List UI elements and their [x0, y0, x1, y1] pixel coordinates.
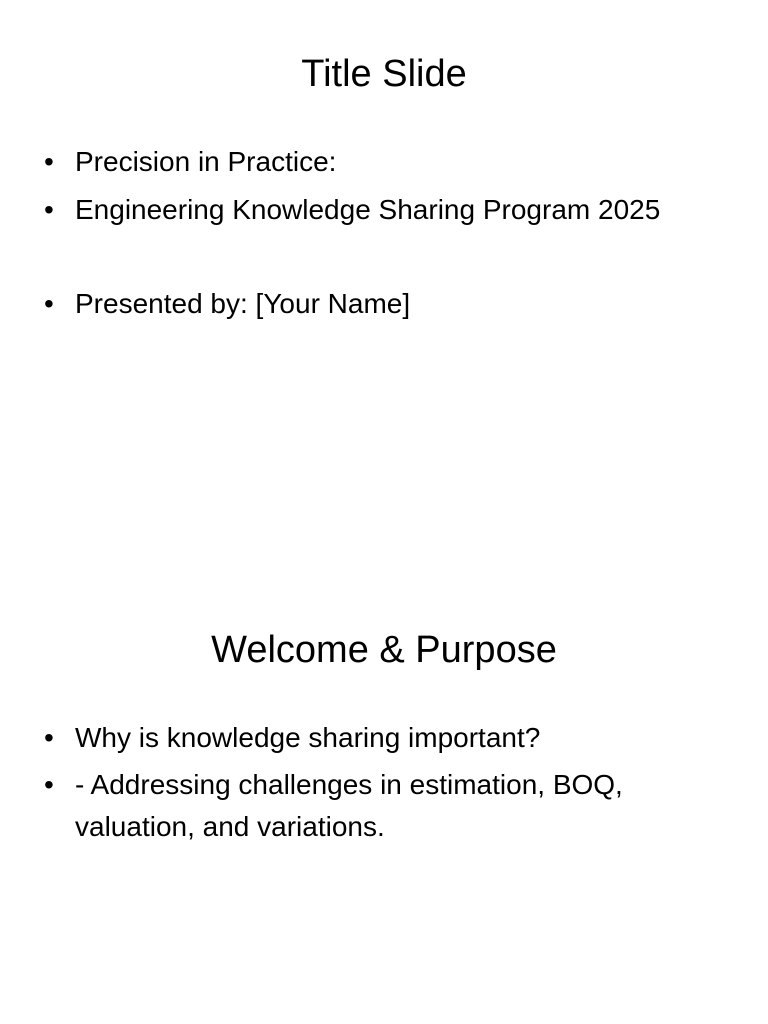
slide-title: Title Slide [301, 53, 467, 95]
bullet-list [44, 140, 734, 330]
bullet-item [44, 188, 734, 236]
bullet-text: Presented by: [Your Name] [75, 288, 411, 319]
bullet-icon: • [44, 769, 54, 800]
bullet-icon: • [44, 288, 54, 319]
bullet-item [44, 282, 734, 330]
bullet-icon: • [44, 146, 54, 177]
slide-title: Welcome & Purpose [211, 629, 557, 671]
bullet-item [44, 140, 734, 188]
slide-2 [0, 576, 768, 1024]
bullet-text: - Addressing challenges in estimation, BOQ, valuation, and variations. [75, 769, 623, 842]
bullet-text: Precision in Practice: [75, 146, 337, 177]
bullet-text: Engineering Knowledge Sharing Program 2025 [75, 194, 661, 225]
bullet-list [44, 716, 734, 848]
bullet-text: Why is knowledge sharing important? [75, 722, 541, 753]
bullet-item [44, 716, 734, 764]
bullet-item [44, 764, 734, 848]
bullet-icon: • [44, 722, 54, 753]
bullet-icon: • [44, 194, 54, 225]
